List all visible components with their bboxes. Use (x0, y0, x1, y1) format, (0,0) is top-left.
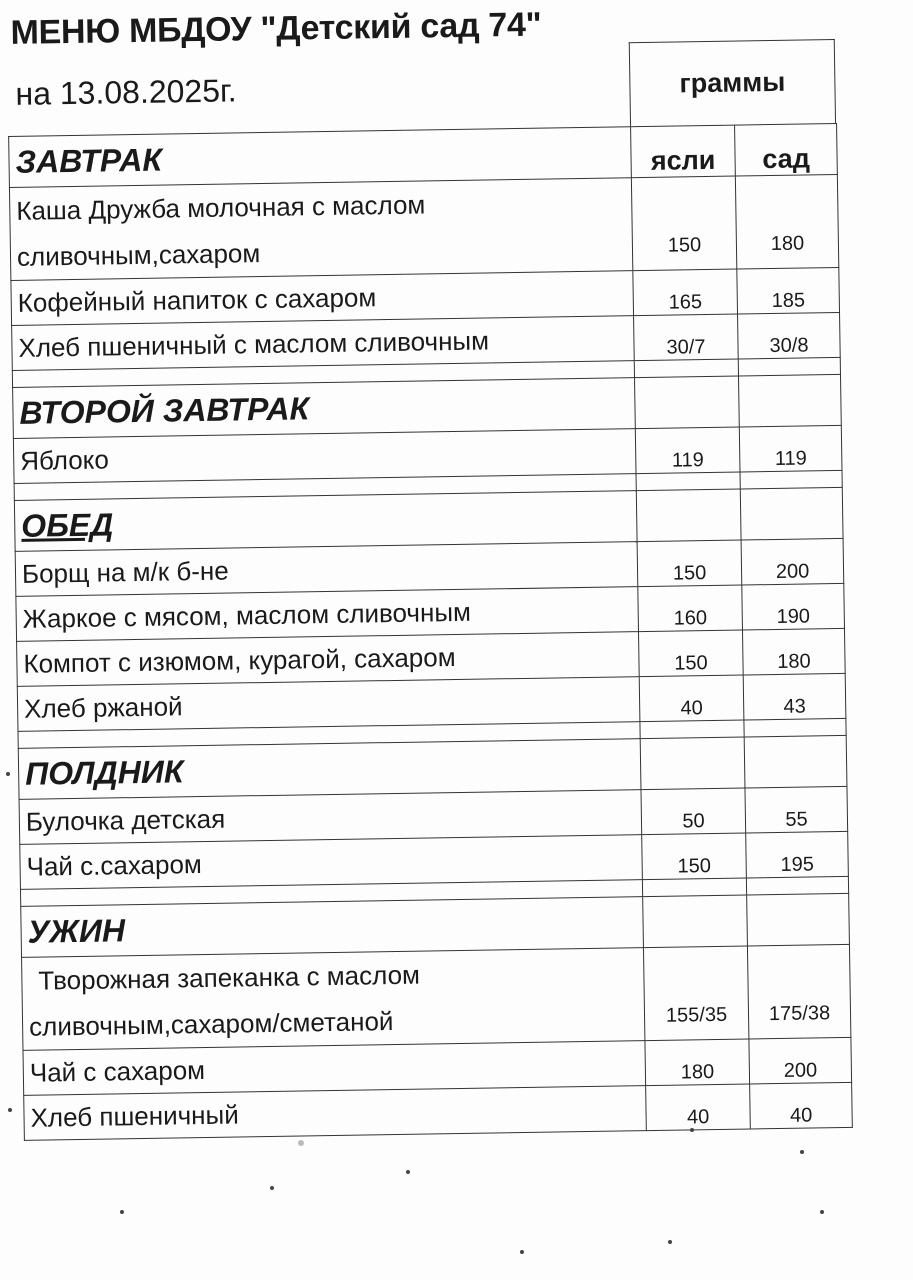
section-title-dinner: УЖИН (21, 897, 644, 958)
nursery-grams: 150 (642, 833, 747, 880)
table-row (22, 944, 851, 1050)
garden-grams: 119 (739, 425, 842, 472)
nursery-grams: 150 (631, 176, 736, 271)
dish-name: Яблоко (13, 429, 636, 484)
garden-grams: 190 (742, 583, 845, 630)
scan-speck (520, 1250, 524, 1254)
scan-speck (690, 1128, 694, 1132)
nursery-grams: 50 (641, 788, 746, 835)
garden-grams: 195 (746, 831, 849, 878)
section-title-second-breakfast: ВТОРОЙ ЗАВТРАК (13, 378, 636, 439)
scan-speck (800, 1150, 804, 1154)
dish-name-line: сливочным,сахаром (16, 238, 261, 272)
dish-name: Хлеб пшеничный (24, 1086, 647, 1141)
dish-name: Чай с.сахаром (20, 835, 643, 890)
nursery-grams: 155/35 (643, 946, 748, 1041)
dish-name: Компот с изюмом, курагой, сахаром (17, 632, 640, 687)
dish-name (22, 948, 645, 1051)
nursery-grams: 180 (645, 1039, 750, 1086)
nursery-grams: 119 (635, 427, 740, 474)
nursery-grams: 40 (646, 1084, 751, 1131)
nursery-grams: 40 (639, 675, 744, 722)
nursery-grams: 150 (637, 540, 742, 587)
garden-grams: 43 (743, 673, 846, 720)
garden-grams: 175/38 (747, 944, 850, 1039)
scan-speck (8, 1108, 12, 1112)
column-header-garden: сад (735, 123, 838, 176)
scan-speck (298, 1140, 304, 1146)
scan-speck (668, 1240, 672, 1244)
section-title-text: ОБЕД (20, 506, 114, 544)
nursery-grams: 160 (638, 585, 743, 632)
scan-speck (406, 1170, 410, 1174)
scan-speck (270, 1186, 274, 1190)
dish-name: Хлеб ржаной (17, 677, 640, 732)
dish-name: Чай с сахаром (23, 1041, 646, 1096)
garden-grams: 200 (749, 1037, 852, 1084)
dish-name: Хлеб пшеничный с маслом сливочным (12, 316, 635, 371)
page-title: МЕНЮ МБДОУ "Детский сад 74" (10, 5, 542, 52)
dish-name: Жаркое с мясом, маслом сливочным (16, 587, 639, 642)
nursery-grams: 165 (633, 269, 738, 316)
garden-grams: 30/8 (738, 312, 841, 359)
dish-name: Борщ на м/к б-не (15, 542, 638, 597)
scan-speck (6, 772, 10, 776)
nursery-grams: 30/7 (634, 314, 739, 361)
garden-grams: 185 (737, 267, 840, 314)
garden-grams: 40 (750, 1082, 853, 1129)
table-row (9, 174, 838, 280)
section-title-snack: ПОЛДНИК (18, 739, 641, 800)
dish-name: Кофейный напиток с сахаром (11, 271, 634, 326)
dish-name-line: Каша Дружба молочная с маслом (16, 189, 426, 226)
garden-grams: 180 (742, 628, 845, 675)
dish-name: Булочка детская (19, 790, 642, 845)
column-header-nursery: ясли (631, 125, 736, 178)
menu-table (8, 123, 853, 1141)
garden-grams: 200 (741, 538, 844, 585)
dish-name-line: сливочным,сахаром/сметаной (28, 1006, 394, 1042)
menu-date: на 13.08.2025г. (15, 72, 237, 112)
scan-speck (820, 1210, 824, 1214)
grams-header: граммы (629, 39, 836, 126)
scan-speck (120, 1210, 124, 1214)
section-title-breakfast: ЗАВТРАК (9, 127, 632, 188)
dish-name-line: Творожная запеканка с маслом (38, 959, 421, 996)
garden-grams: 180 (735, 174, 838, 269)
garden-grams: 55 (745, 786, 848, 833)
nursery-grams: 150 (638, 630, 743, 677)
dish-name (9, 178, 632, 281)
